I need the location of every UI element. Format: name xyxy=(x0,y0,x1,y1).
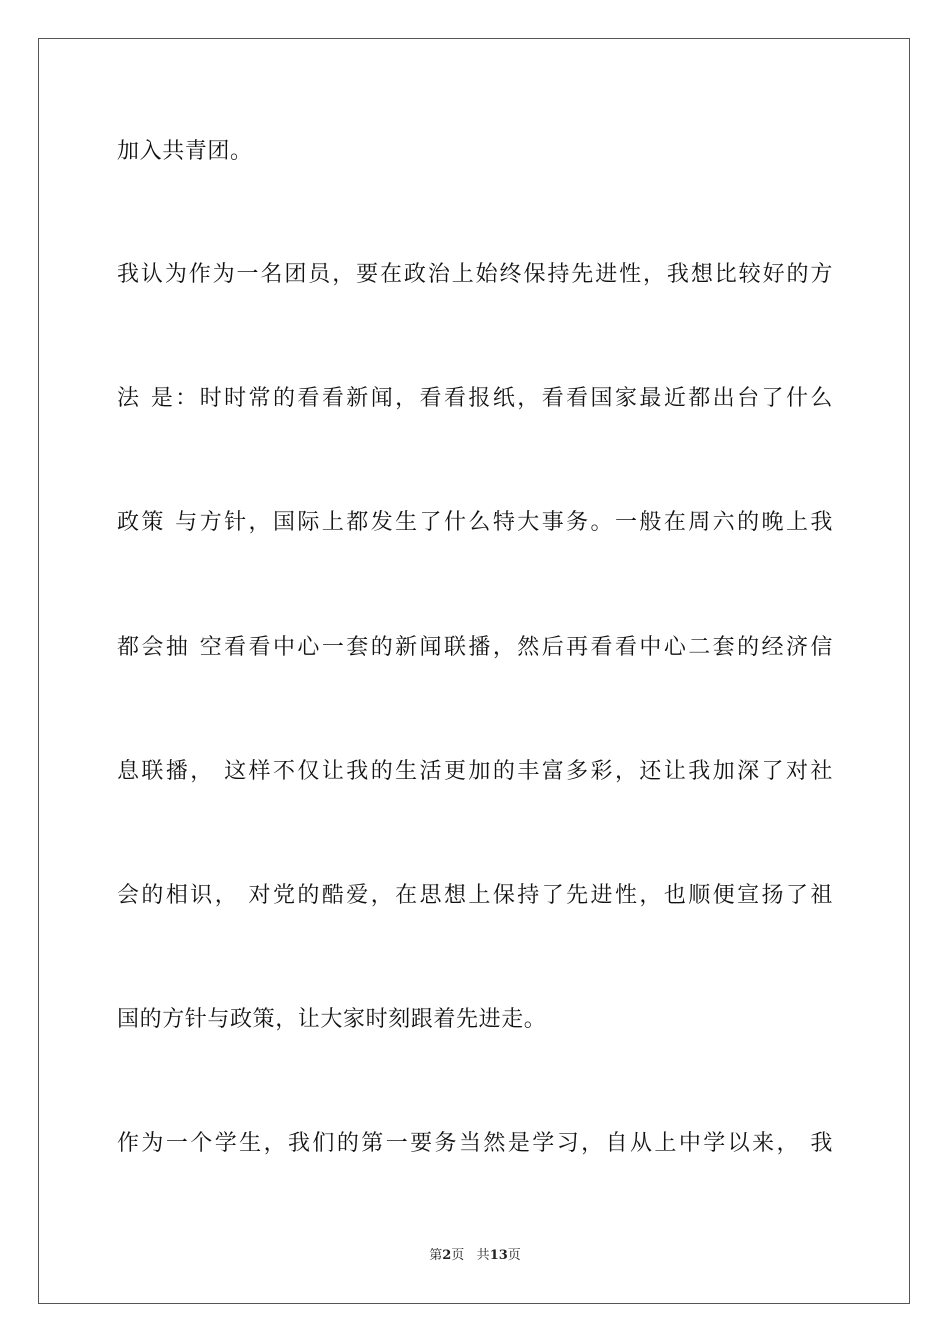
footer-total-pages: 13 xyxy=(489,1248,508,1263)
text-line: 政策 与方针，国际上都发生了什么特大事务。一般在周六的晚上我 xyxy=(117,510,833,535)
footer-page-unit: 页 xyxy=(451,1248,465,1263)
text-line: 息联播， 这样不仅让我的生活更加的丰富多彩，还让我加深了对社 xyxy=(117,759,833,784)
text-line: 加入共青团。 xyxy=(117,139,253,164)
text-line: 作为一个学生，我们的第一要务当然是学习，自从上中学以来， 我 xyxy=(117,1131,833,1156)
text-line: 国的方针与政策，让大家时刻跟着先进走。 xyxy=(117,1007,547,1032)
page-footer xyxy=(0,1247,950,1265)
text-line: 法 是：时时常的看看新闻，看看报纸，看看国家最近都出台了什么 xyxy=(117,386,833,411)
text-line: 会的相识， 对党的酷爱，在思想上保持了先进性，也顺便宣扬了祖 xyxy=(117,883,833,908)
text-line: 我认为作为一名团员，要在政治上始终保持先进性，我想比较好的方 xyxy=(117,262,833,287)
footer-total-unit: 页 xyxy=(507,1248,521,1263)
footer-prefix: 第 xyxy=(429,1248,443,1263)
page-frame xyxy=(38,38,910,1304)
text-line: 都会抽 空看看中心一套的新闻联播，然后再看看中心二套的经济信 xyxy=(117,635,833,660)
footer-total-prefix: 共 xyxy=(476,1248,490,1263)
footer-current-page: 2 xyxy=(442,1248,452,1263)
